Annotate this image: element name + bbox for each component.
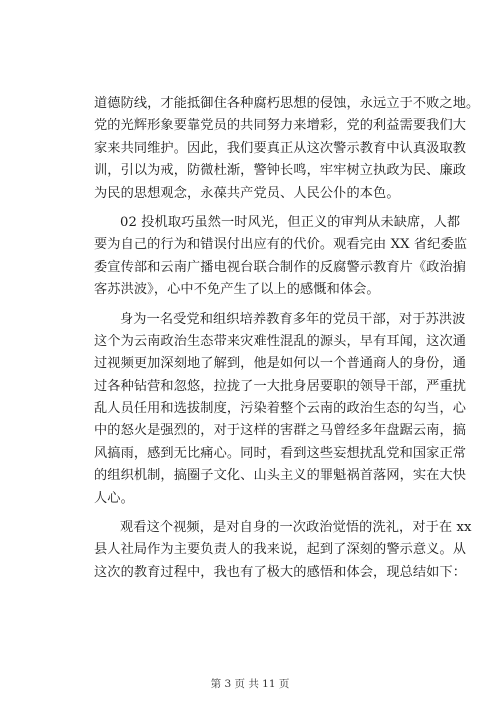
text-line: 训，引以为戒，防微杜渐，警钟长鸣，牢牢树立执政为民、廉政 bbox=[94, 163, 467, 179]
text-line: 人心。 bbox=[94, 490, 134, 506]
page-number-footer: 第 3 页 共 11 页 bbox=[210, 678, 290, 690]
text-line: 家来共同维护。因此，我们要真正从这次警示教育中认真汲取教 bbox=[94, 140, 467, 156]
text-line: 02 投机取巧虽然一时风光，但正义的审判从未缺席，人都 bbox=[120, 214, 461, 230]
text-line: 要为自己的行为和错误付出应有的代价。观看完由 XX 省纪委监 bbox=[94, 237, 468, 253]
paragraph-4 bbox=[94, 517, 472, 584]
text-line: 身为一名受党和组织培养教育多年的党员干部，对于苏洪波 bbox=[120, 311, 466, 327]
text-line: 这次的教育过程中，我也有了极大的感悟和体会，现总结如下： bbox=[94, 564, 467, 580]
text-line: 乱人员任用和选拔制度，污染着整个云南的政治生态的勾当，心 bbox=[94, 401, 467, 417]
text-line: 道德防线，才能抵御住各种腐朽思想的侵蚀，永远立于不败之地。 bbox=[94, 96, 480, 111]
paragraph-1 bbox=[94, 93, 480, 205]
text-line: 过各种钻营和忽悠，拉拢了一大批身居要职的领导干部，严重扰 bbox=[94, 378, 467, 394]
text-line: 这个为云南政治生态带来灾难性混乱的源头，早有耳闻，这次通 bbox=[94, 333, 467, 349]
text-line: 县人社局作为主要负责人的我来说，起到了深刻的警示意义。从 bbox=[94, 542, 467, 558]
text-line: 为民的思想观念，永葆共产党员、人民公仆的本色。 bbox=[94, 185, 400, 201]
text-line: 委宣传部和云南广播电视台联合制作的反腐警示教育片《政治掮 bbox=[94, 259, 467, 275]
text-line: 党的光辉形象要靠党员的共同努力来增彩，党的利益需要我们大 bbox=[94, 118, 467, 134]
text-line: 客苏洪波》，心中不免产生了以上的感慨和体会。 bbox=[94, 282, 380, 298]
document-body bbox=[94, 93, 480, 584]
paragraph-2 bbox=[94, 212, 468, 302]
text-line: 过视频更加深刻地了解到，他是如何以一个普通商人的身份，通 bbox=[94, 356, 467, 372]
text-line: 风搞雨，感到无比痛心。同时，看到这些妄想扰乱党和国家正常 bbox=[94, 445, 467, 461]
text-line: 观看这个视频，是对自身的一次政治觉悟的洗礼，对于在 xx bbox=[120, 520, 472, 536]
paragraph-3 bbox=[94, 309, 467, 511]
text-line: 的组织机制，搞圈子文化、山头主义的罪魁祸首落网，实在大快 bbox=[94, 468, 467, 484]
text-line: 中的怒火是强烈的，对于这样的害群之马曾经多年盘踞云南，搞 bbox=[94, 423, 467, 439]
